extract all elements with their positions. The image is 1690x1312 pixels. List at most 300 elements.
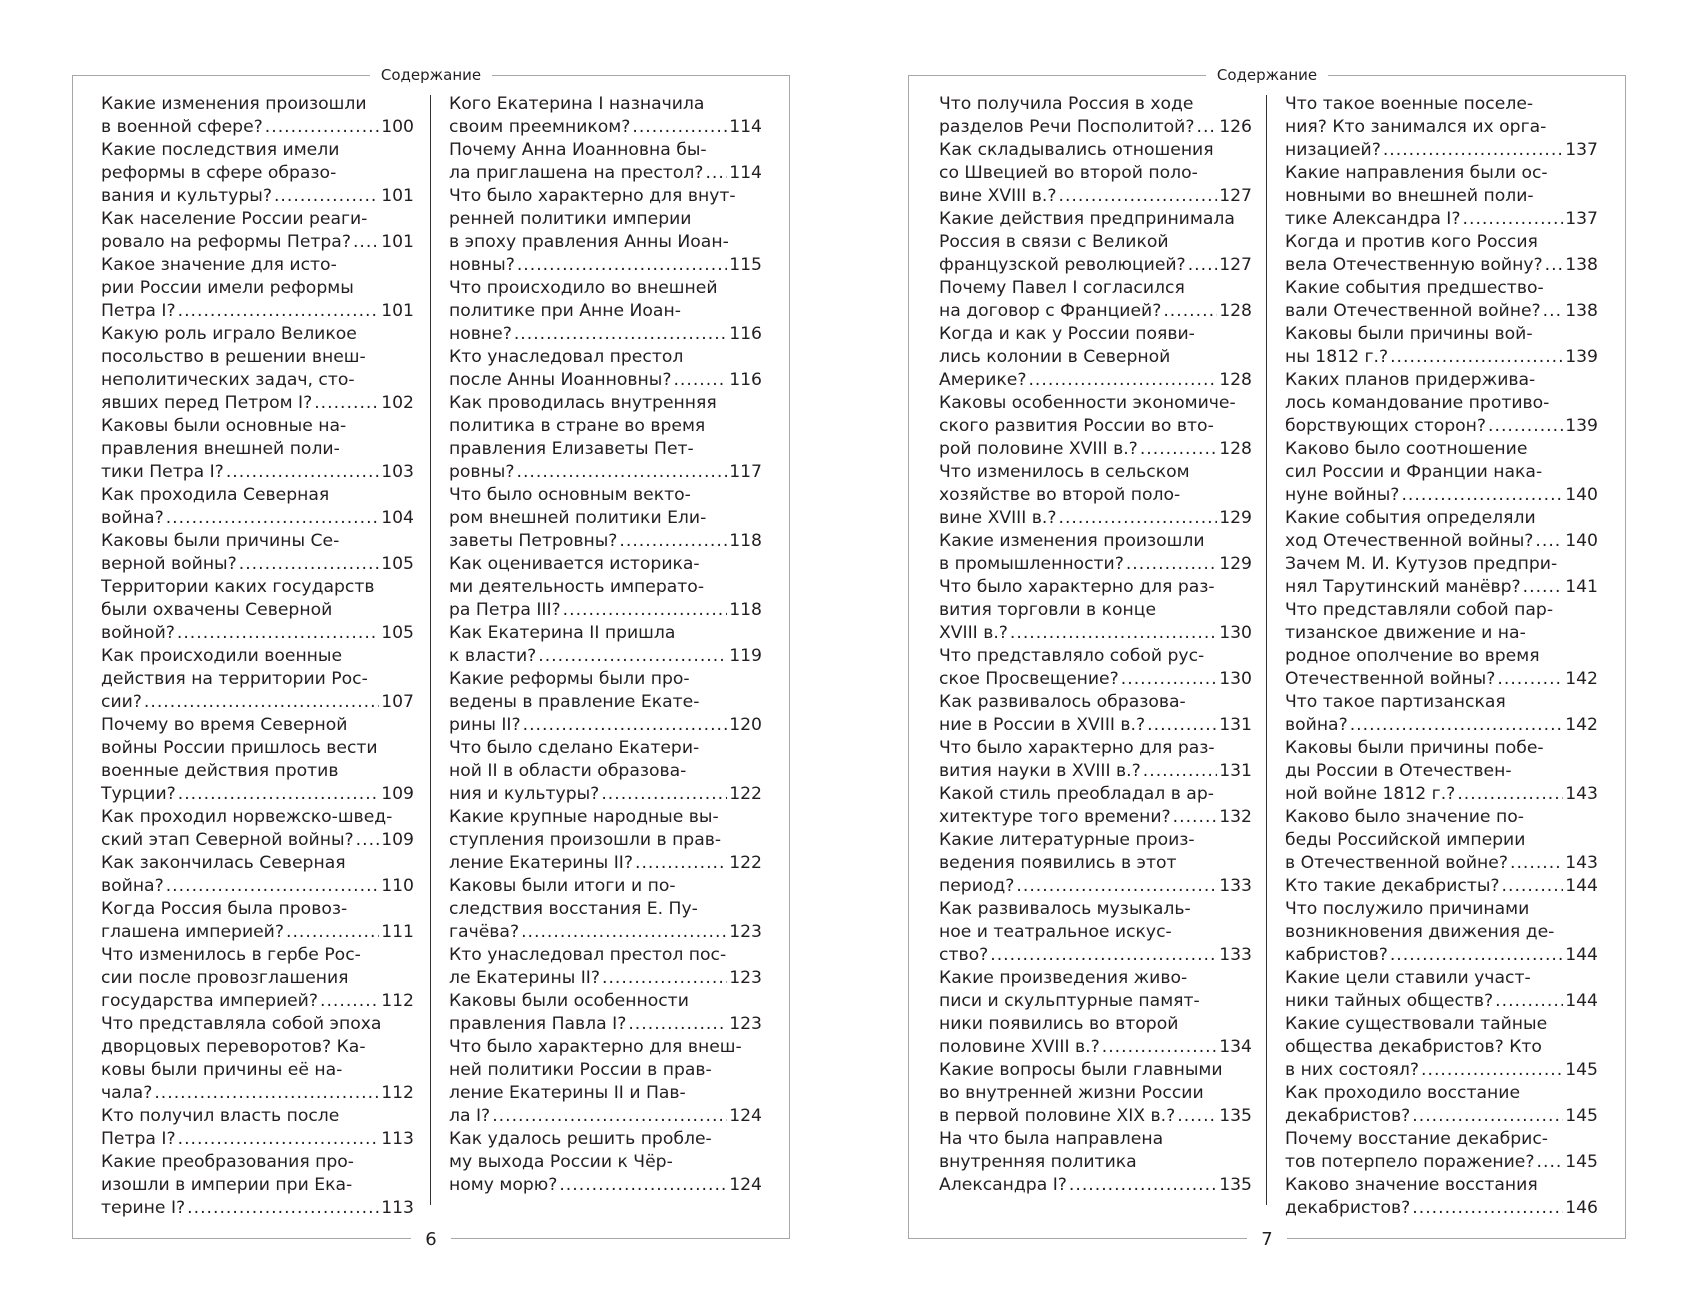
toc-entry-last-line xyxy=(939,369,1252,392)
dot-leader xyxy=(1147,714,1217,737)
toc-entry[interactable] xyxy=(939,277,1252,323)
toc-entry-last-line xyxy=(1285,415,1598,438)
toc-entry[interactable] xyxy=(101,139,414,208)
toc-entry-text-line: ведения появились в этот xyxy=(939,853,1177,873)
toc-entry-last-line xyxy=(1285,139,1598,162)
toc-page-number: 110 xyxy=(381,876,414,896)
toc-entry[interactable] xyxy=(449,93,762,139)
toc-entry[interactable] xyxy=(449,277,762,346)
toc-entry-text-line: Каковы были итоги и по- xyxy=(449,876,676,896)
toc-page-number: 116 xyxy=(729,324,762,344)
toc-entry-text-line: Как закончилась Северная xyxy=(101,853,346,873)
toc-entry-last-line xyxy=(1285,944,1598,967)
toc-entry-text-line: верной войны? xyxy=(101,554,237,574)
toc-entry-last-line xyxy=(939,1174,1252,1197)
toc-entry-text-line: тики Петра I? xyxy=(101,462,224,482)
toc-entry[interactable] xyxy=(1285,1174,1598,1220)
toc-page-number: 135 xyxy=(1219,1106,1252,1126)
toc-entry-last-line xyxy=(449,852,762,875)
dot-leader xyxy=(286,921,379,944)
dot-leader xyxy=(353,231,379,254)
toc-page-number: 140 xyxy=(1565,531,1598,551)
dot-leader xyxy=(1196,116,1217,139)
toc-entry-text-line: тике Александра I? xyxy=(1285,209,1461,229)
toc-entry-text-line: Как проходило восстание xyxy=(1285,1083,1521,1103)
toc-page-number: 126 xyxy=(1219,117,1252,137)
toc-entry[interactable] xyxy=(1285,323,1598,369)
toc-entry[interactable] xyxy=(449,875,762,944)
toc-page-number: 114 xyxy=(729,163,762,183)
toc-page-number: 124 xyxy=(729,1175,762,1195)
toc-entry-last-line xyxy=(101,990,414,1013)
toc-entry-text-line: Что послужило причинами xyxy=(1285,899,1530,919)
toc-entry-text-line: на договор с Францией? xyxy=(939,301,1162,321)
toc-entry-text-line: Зачем М. И. Кутузов предпри- xyxy=(1285,554,1558,574)
toc-entry-text-line: декабристов? xyxy=(1285,1198,1411,1218)
toc-entry-text-line: ники тайных обществ? xyxy=(1285,991,1494,1011)
toc-page-number: 101 xyxy=(381,301,414,321)
toc-entry-last-line xyxy=(101,622,414,645)
toc-entry-text-line: своим преемником? xyxy=(449,117,631,137)
toc-entry-text-line: Что такое партизанская xyxy=(1285,692,1506,712)
toc-entry-text-line: Какую роль играло Великое xyxy=(101,324,357,344)
toc-entry[interactable] xyxy=(1285,438,1598,507)
toc-entry[interactable] xyxy=(449,185,762,277)
toc-page-number: 145 xyxy=(1565,1152,1598,1172)
toc-entry-text-line: хитектуре того времени? xyxy=(939,807,1171,827)
toc-entry-text-line: На что была направлена xyxy=(939,1129,1164,1149)
dot-leader xyxy=(563,599,728,622)
toc-entry[interactable] xyxy=(939,392,1252,461)
toc-entry-text-line: вития науки в XVIII в.? xyxy=(939,761,1141,781)
toc-entry-text-line: Какие направления были ос- xyxy=(1285,163,1548,183)
toc-entry-text-line: тов потерпело поражение? xyxy=(1285,1152,1535,1172)
toc-page-number: 109 xyxy=(381,784,414,804)
dot-leader xyxy=(521,921,727,944)
toc-entry-text-line: чала? xyxy=(101,1083,153,1103)
toc-entry-text-line: Когда и против кого Россия xyxy=(1285,232,1538,252)
toc-entry-text-line: ход Отечественной войны? xyxy=(1285,531,1534,551)
toc-entry[interactable] xyxy=(101,415,414,484)
toc-entry-text-line: лось командование противо- xyxy=(1285,393,1550,413)
toc-entry-text-line: Какие литературные произ- xyxy=(939,830,1195,850)
toc-entry[interactable] xyxy=(449,622,762,668)
toc-entry[interactable] xyxy=(939,691,1252,737)
toc-entry-last-line xyxy=(1285,1197,1598,1220)
toc-entry-last-line xyxy=(101,783,414,806)
toc-entry[interactable] xyxy=(939,898,1252,967)
toc-entry-text-line: Какие преобразования про- xyxy=(101,1152,354,1172)
toc-entry-last-line xyxy=(939,714,1252,737)
toc-entry[interactable] xyxy=(449,346,762,392)
page-number: 7 xyxy=(1247,1229,1286,1250)
toc-page-number: 145 xyxy=(1565,1060,1598,1080)
toc-page-number: 139 xyxy=(1565,347,1598,367)
toc-entry-text-line: война? xyxy=(101,876,164,896)
toc-page-number: 111 xyxy=(381,922,414,942)
toc-entry-text-line: писи и скульптурные памят- xyxy=(939,991,1200,1011)
toc-entry-text-line: ление Екатерины II и Пав- xyxy=(449,1083,686,1103)
toc-entry-text-line: после Анны Иоанновны? xyxy=(449,370,672,390)
toc-entry[interactable] xyxy=(939,645,1252,691)
toc-entry[interactable] xyxy=(939,93,1252,139)
dot-leader xyxy=(1059,507,1218,530)
toc-entry[interactable] xyxy=(1285,806,1598,875)
toc-entry-text-line: следствия восстания Е. Пу- xyxy=(449,899,698,919)
header-title: Содержание xyxy=(1206,66,1328,84)
toc-entry[interactable] xyxy=(101,898,414,944)
toc-entry-text-line: ление Екатерины II? xyxy=(449,853,633,873)
toc-entry[interactable] xyxy=(939,967,1252,1059)
dot-leader xyxy=(705,162,727,185)
toc-entry-text-line: политике при Анне Иоан- xyxy=(449,301,681,321)
toc-entry-text-line: государства империей? xyxy=(101,991,318,1011)
toc-entry-last-line xyxy=(1285,530,1598,553)
toc-entry[interactable] xyxy=(101,530,414,576)
toc-entry-text-line: Какие изменения произошли xyxy=(939,531,1205,551)
toc-page-number: 129 xyxy=(1219,508,1252,528)
toc-entry-last-line xyxy=(449,369,762,392)
toc-entry[interactable] xyxy=(939,737,1252,783)
toc-entry-text-line: низацией? xyxy=(1285,140,1381,160)
toc-entry-text-line: вали Отечественной войне? xyxy=(1285,301,1541,321)
toc-entry-text-line: действия на территории Рос- xyxy=(101,669,368,689)
toc-entry-text-line: общества декабристов? Кто xyxy=(1285,1037,1542,1057)
toc-page-number: 143 xyxy=(1565,853,1598,873)
toc-entry-text-line: Что было сделано Екатери- xyxy=(449,738,700,758)
toc-page-number: 143 xyxy=(1565,784,1598,804)
toc-entry[interactable] xyxy=(939,461,1252,530)
toc-entry-text-line: правления внешней поли- xyxy=(101,439,340,459)
toc-entry-text-line: Какие вопросы были главными xyxy=(939,1060,1223,1080)
toc-entry-last-line xyxy=(1285,254,1598,277)
toc-entry-text-line: кабристов? xyxy=(1285,945,1388,965)
toc-entry-text-line: военные действия против xyxy=(101,761,339,781)
toc-entry-text-line: Каковы были причины Се- xyxy=(101,531,340,551)
toc-entry-text-line: неполитических задач, сто- xyxy=(101,370,355,390)
toc-entry-text-line: возникновения движения де- xyxy=(1285,922,1555,942)
toc-entry-text-line: ство? xyxy=(939,945,989,965)
toc-entry[interactable] xyxy=(1285,369,1598,438)
toc-page-number: 134 xyxy=(1219,1037,1252,1057)
page-number-container xyxy=(73,1227,789,1253)
dot-leader xyxy=(1488,415,1563,438)
dot-leader xyxy=(226,461,379,484)
dot-leader xyxy=(514,323,727,346)
toc-entry-text-line: ния? Кто занимался их орга- xyxy=(1285,117,1547,137)
toc-entry-last-line xyxy=(939,1036,1252,1059)
toc-entry[interactable] xyxy=(449,806,762,875)
toc-entry-last-line xyxy=(101,1128,414,1151)
dot-leader xyxy=(635,852,727,875)
toc-entry-text-line: Турции? xyxy=(101,784,176,804)
toc-entry-text-line: разделов Речи Посполитой? xyxy=(939,117,1195,137)
toc-column xyxy=(449,93,762,1197)
dot-leader xyxy=(1412,1197,1563,1220)
dot-leader xyxy=(1545,254,1564,277)
toc-entry-text-line: Какие события определяли xyxy=(1285,508,1536,528)
dot-leader xyxy=(559,1174,727,1197)
toc-page-number: 138 xyxy=(1565,301,1598,321)
toc-entry[interactable] xyxy=(939,139,1252,208)
toc-entry-text-line: Когда Россия была провоз- xyxy=(101,899,348,919)
toc-entry-text-line: Почему Павел I согласился xyxy=(939,278,1185,298)
toc-entry-text-line: война? xyxy=(101,508,164,528)
toc-entry[interactable] xyxy=(939,783,1252,829)
toc-entry-text-line: ром внешней политики Ели- xyxy=(449,508,707,528)
toc-entry-last-line xyxy=(1285,852,1598,875)
dot-leader xyxy=(1121,668,1217,691)
toc-page-number: 101 xyxy=(381,186,414,206)
toc-entry-last-line xyxy=(939,806,1252,829)
toc-entry-last-line xyxy=(449,530,762,553)
toc-page-number: 127 xyxy=(1219,255,1252,275)
toc-page-number: 109 xyxy=(381,830,414,850)
toc-entry-text-line: половине XVIII в.? xyxy=(939,1037,1100,1057)
toc-entry-last-line xyxy=(1285,990,1598,1013)
toc-entry[interactable] xyxy=(449,1036,762,1128)
toc-entry-text-line: в военной сфере? xyxy=(101,117,263,137)
toc-entry[interactable] xyxy=(101,1013,414,1105)
dot-leader xyxy=(1143,760,1217,783)
toc-entry-last-line xyxy=(101,1082,414,1105)
toc-entry-last-line xyxy=(101,1197,414,1220)
toc-entry-last-line xyxy=(449,461,762,484)
toc-entry[interactable] xyxy=(1285,737,1598,806)
toc-entry-text-line: Кого Екатерина I назначила xyxy=(449,94,705,114)
toc-entry-last-line xyxy=(939,507,1252,530)
toc-entry-last-line xyxy=(1285,346,1598,369)
toc-page-number: 117 xyxy=(729,462,762,482)
toc-entry-text-line: Что представляла собой эпоха xyxy=(101,1014,382,1034)
toc-entry-last-line xyxy=(939,553,1252,576)
toc-entry-text-line: во внутренней жизни России xyxy=(939,1083,1204,1103)
toc-page-number: 107 xyxy=(381,692,414,712)
toc-entry[interactable] xyxy=(1285,1013,1598,1082)
toc-entry-last-line xyxy=(101,691,414,714)
toc-page-number: 142 xyxy=(1565,669,1598,689)
toc-entry[interactable] xyxy=(1285,875,1598,898)
toc-entry-last-line xyxy=(449,967,762,990)
dot-leader xyxy=(1177,1105,1217,1128)
toc-entry-text-line: нял Тарутинский манёвр? xyxy=(1285,577,1521,597)
dot-leader xyxy=(492,1105,727,1128)
toc-entry[interactable] xyxy=(101,944,414,1013)
toc-page-number: 113 xyxy=(381,1198,414,1218)
toc-page-number: 112 xyxy=(381,991,414,1011)
toc-entry[interactable] xyxy=(449,484,762,553)
toc-entry-text-line: вания и культуры? xyxy=(101,186,272,206)
toc-page-number: 128 xyxy=(1219,370,1252,390)
toc-entry-text-line: ми деятельность императо- xyxy=(449,577,705,597)
toc-entry[interactable] xyxy=(101,323,414,415)
toc-page-number: 144 xyxy=(1565,945,1598,965)
dot-leader xyxy=(177,622,379,645)
toc-entry-text-line: терине I? xyxy=(101,1198,186,1218)
toc-entry-text-line: Каково значение восстания xyxy=(1285,1175,1538,1195)
toc-entry-text-line: ское Просвещение? xyxy=(939,669,1119,689)
toc-entry[interactable] xyxy=(939,208,1252,277)
toc-entry[interactable] xyxy=(1285,507,1598,553)
toc-page-number: 128 xyxy=(1219,439,1252,459)
toc-entry-last-line xyxy=(449,714,762,737)
toc-entry[interactable] xyxy=(939,530,1252,576)
toc-page-number: 140 xyxy=(1565,485,1598,505)
toc-entry-last-line xyxy=(1285,576,1598,599)
toc-entry[interactable] xyxy=(939,1128,1252,1197)
toc-entry-text-line: Что было характерно для раз- xyxy=(939,738,1215,758)
toc-entry-text-line: ковы были причины её на- xyxy=(101,1060,343,1080)
toc-entry[interactable] xyxy=(449,139,762,185)
dot-leader xyxy=(239,553,379,576)
toc-entry-last-line xyxy=(939,438,1252,461)
toc-entry-text-line: ровало на реформы Петра? xyxy=(101,232,351,252)
toc-entry[interactable] xyxy=(1285,277,1598,323)
toc-entry-last-line xyxy=(449,162,762,185)
dot-leader xyxy=(517,461,728,484)
toc-entry-last-line xyxy=(449,599,762,622)
toc-page-number: 122 xyxy=(729,853,762,873)
toc-entry[interactable] xyxy=(1285,898,1598,967)
dot-leader xyxy=(628,1013,727,1036)
toc-entry-text-line: гачёва? xyxy=(449,922,520,942)
toc-entry-text-line: Как развивалось музыкаль- xyxy=(939,899,1191,919)
toc-entry-text-line: Как проходила Северная xyxy=(101,485,330,505)
dot-leader xyxy=(538,645,727,668)
dot-leader xyxy=(1010,622,1217,645)
dot-leader xyxy=(1502,875,1564,898)
toc-entry-text-line: Какие существовали тайные xyxy=(1285,1014,1548,1034)
toc-entry-text-line: Что было характерно для внеш- xyxy=(449,1037,742,1057)
toc-entry[interactable] xyxy=(939,829,1252,898)
toc-entry-last-line xyxy=(939,1105,1252,1128)
toc-entry[interactable] xyxy=(1285,162,1598,231)
toc-entry-last-line xyxy=(1285,875,1598,898)
toc-entry[interactable] xyxy=(101,714,414,806)
toc-entry[interactable] xyxy=(101,852,414,898)
toc-entry-text-line: тизанское движение и на- xyxy=(1285,623,1526,643)
toc-entry[interactable] xyxy=(101,576,414,645)
toc-page-number: 137 xyxy=(1565,140,1598,160)
toc-entry-text-line: Каковы особенности экономиче- xyxy=(939,393,1236,413)
toc-entry[interactable] xyxy=(1285,231,1598,277)
toc-entry-text-line: Что представляли собой пар- xyxy=(1285,600,1554,620)
toc-entry[interactable] xyxy=(1285,553,1598,599)
dot-leader xyxy=(1543,300,1564,323)
toc-entry-last-line xyxy=(449,116,762,139)
toc-entry[interactable] xyxy=(449,1128,762,1197)
toc-entry-text-line: Каковы были особенности xyxy=(449,991,689,1011)
toc-entry[interactable] xyxy=(1285,1128,1598,1174)
toc-entry-text-line: ведены в правление Екате- xyxy=(449,692,700,712)
dot-leader xyxy=(356,829,380,852)
toc-page-number: 101 xyxy=(381,232,414,252)
toc-entry[interactable] xyxy=(101,208,414,254)
dot-leader xyxy=(1457,783,1563,806)
toc-entry-last-line xyxy=(101,185,414,208)
toc-entry[interactable] xyxy=(101,254,414,323)
toc-entry-last-line xyxy=(101,392,414,415)
toc-entry-text-line: Какие изменения произошли xyxy=(101,94,367,114)
toc-entry[interactable] xyxy=(449,392,762,484)
toc-entry-text-line: сил России и Франции нака- xyxy=(1285,462,1543,482)
toc-entry-text-line: посольство в решении внеш- xyxy=(101,347,366,367)
toc-entry-text-line: глашена империей? xyxy=(101,922,284,942)
toc-entry[interactable] xyxy=(449,737,762,806)
toc-entry[interactable] xyxy=(1285,1082,1598,1128)
column-divider xyxy=(1266,95,1267,1205)
header-title: Содержание xyxy=(370,66,492,84)
toc-entry-last-line xyxy=(449,921,762,944)
toc-entry-text-line: Отечественной войны? xyxy=(1285,669,1496,689)
toc-entry-text-line: в Отечественной войне? xyxy=(1285,853,1508,873)
toc-entry[interactable] xyxy=(101,93,414,139)
dot-leader xyxy=(1421,1059,1563,1082)
toc-page-number: 132 xyxy=(1219,807,1252,827)
toc-page-number: 145 xyxy=(1565,1106,1598,1126)
toc-page-number: 144 xyxy=(1565,876,1598,896)
toc-entry-text-line: лись колонии в Северной xyxy=(939,347,1171,367)
toc-entry-text-line: Как складывались отношения xyxy=(939,140,1214,160)
toc-entry[interactable] xyxy=(1285,93,1598,162)
dot-leader xyxy=(1173,806,1218,829)
toc-entry-last-line xyxy=(1285,783,1598,806)
toc-entry-text-line: Как Екатерина II пришла xyxy=(449,623,676,643)
toc-entry[interactable] xyxy=(449,944,762,990)
dot-leader xyxy=(314,392,379,415)
toc-entry[interactable] xyxy=(101,1105,414,1151)
toc-entry-text-line: Какие цели ставили участ- xyxy=(1285,968,1531,988)
toc-entry-text-line: ние в России в XVIII в.? xyxy=(939,715,1146,735)
dot-leader xyxy=(1537,1151,1564,1174)
toc-entry-text-line: ровны? xyxy=(449,462,515,482)
dot-leader xyxy=(320,990,379,1013)
toc-page-number: 135 xyxy=(1219,1175,1252,1195)
toc-entry-text-line: ле Екатерины II? xyxy=(449,968,600,988)
dot-leader xyxy=(1390,944,1563,967)
toc-entry-text-line: рины II? xyxy=(449,715,521,735)
toc-entry[interactable] xyxy=(449,668,762,737)
toc-entry[interactable] xyxy=(101,806,414,852)
toc-entry-text-line: новны? xyxy=(449,255,515,275)
toc-entry[interactable] xyxy=(939,323,1252,392)
toc-entry[interactable] xyxy=(1285,967,1598,1013)
toc-entry-text-line: Как происходили военные xyxy=(101,646,343,666)
toc-entry[interactable] xyxy=(939,576,1252,645)
toc-entry-text-line: ны 1812 г.? xyxy=(1285,347,1389,367)
toc-entry-last-line xyxy=(1285,714,1598,737)
toc-page-number: 100 xyxy=(381,117,414,137)
toc-entry-last-line xyxy=(101,461,414,484)
toc-entry[interactable] xyxy=(449,990,762,1036)
toc-entry[interactable] xyxy=(939,1059,1252,1128)
toc-entry-text-line: родное ополчение во время xyxy=(1285,646,1540,666)
toc-entry-text-line: нуне войны? xyxy=(1285,485,1400,505)
toc-entry[interactable] xyxy=(101,645,414,714)
toc-page-number: 118 xyxy=(729,600,762,620)
toc-entry[interactable] xyxy=(101,1151,414,1220)
toc-entry-text-line: рии России имели реформы xyxy=(101,278,354,298)
toc-page-number: 129 xyxy=(1219,554,1252,574)
toc-entry[interactable] xyxy=(1285,599,1598,691)
toc-entry[interactable] xyxy=(1285,691,1598,737)
toc-entry-text-line: Что изменилось в сельском xyxy=(939,462,1190,482)
toc-entry-text-line: Петра I? xyxy=(101,301,176,321)
dot-leader xyxy=(166,507,379,530)
dot-leader xyxy=(517,254,727,277)
toc-entry[interactable] xyxy=(449,553,762,622)
toc-entry[interactable] xyxy=(101,484,414,530)
